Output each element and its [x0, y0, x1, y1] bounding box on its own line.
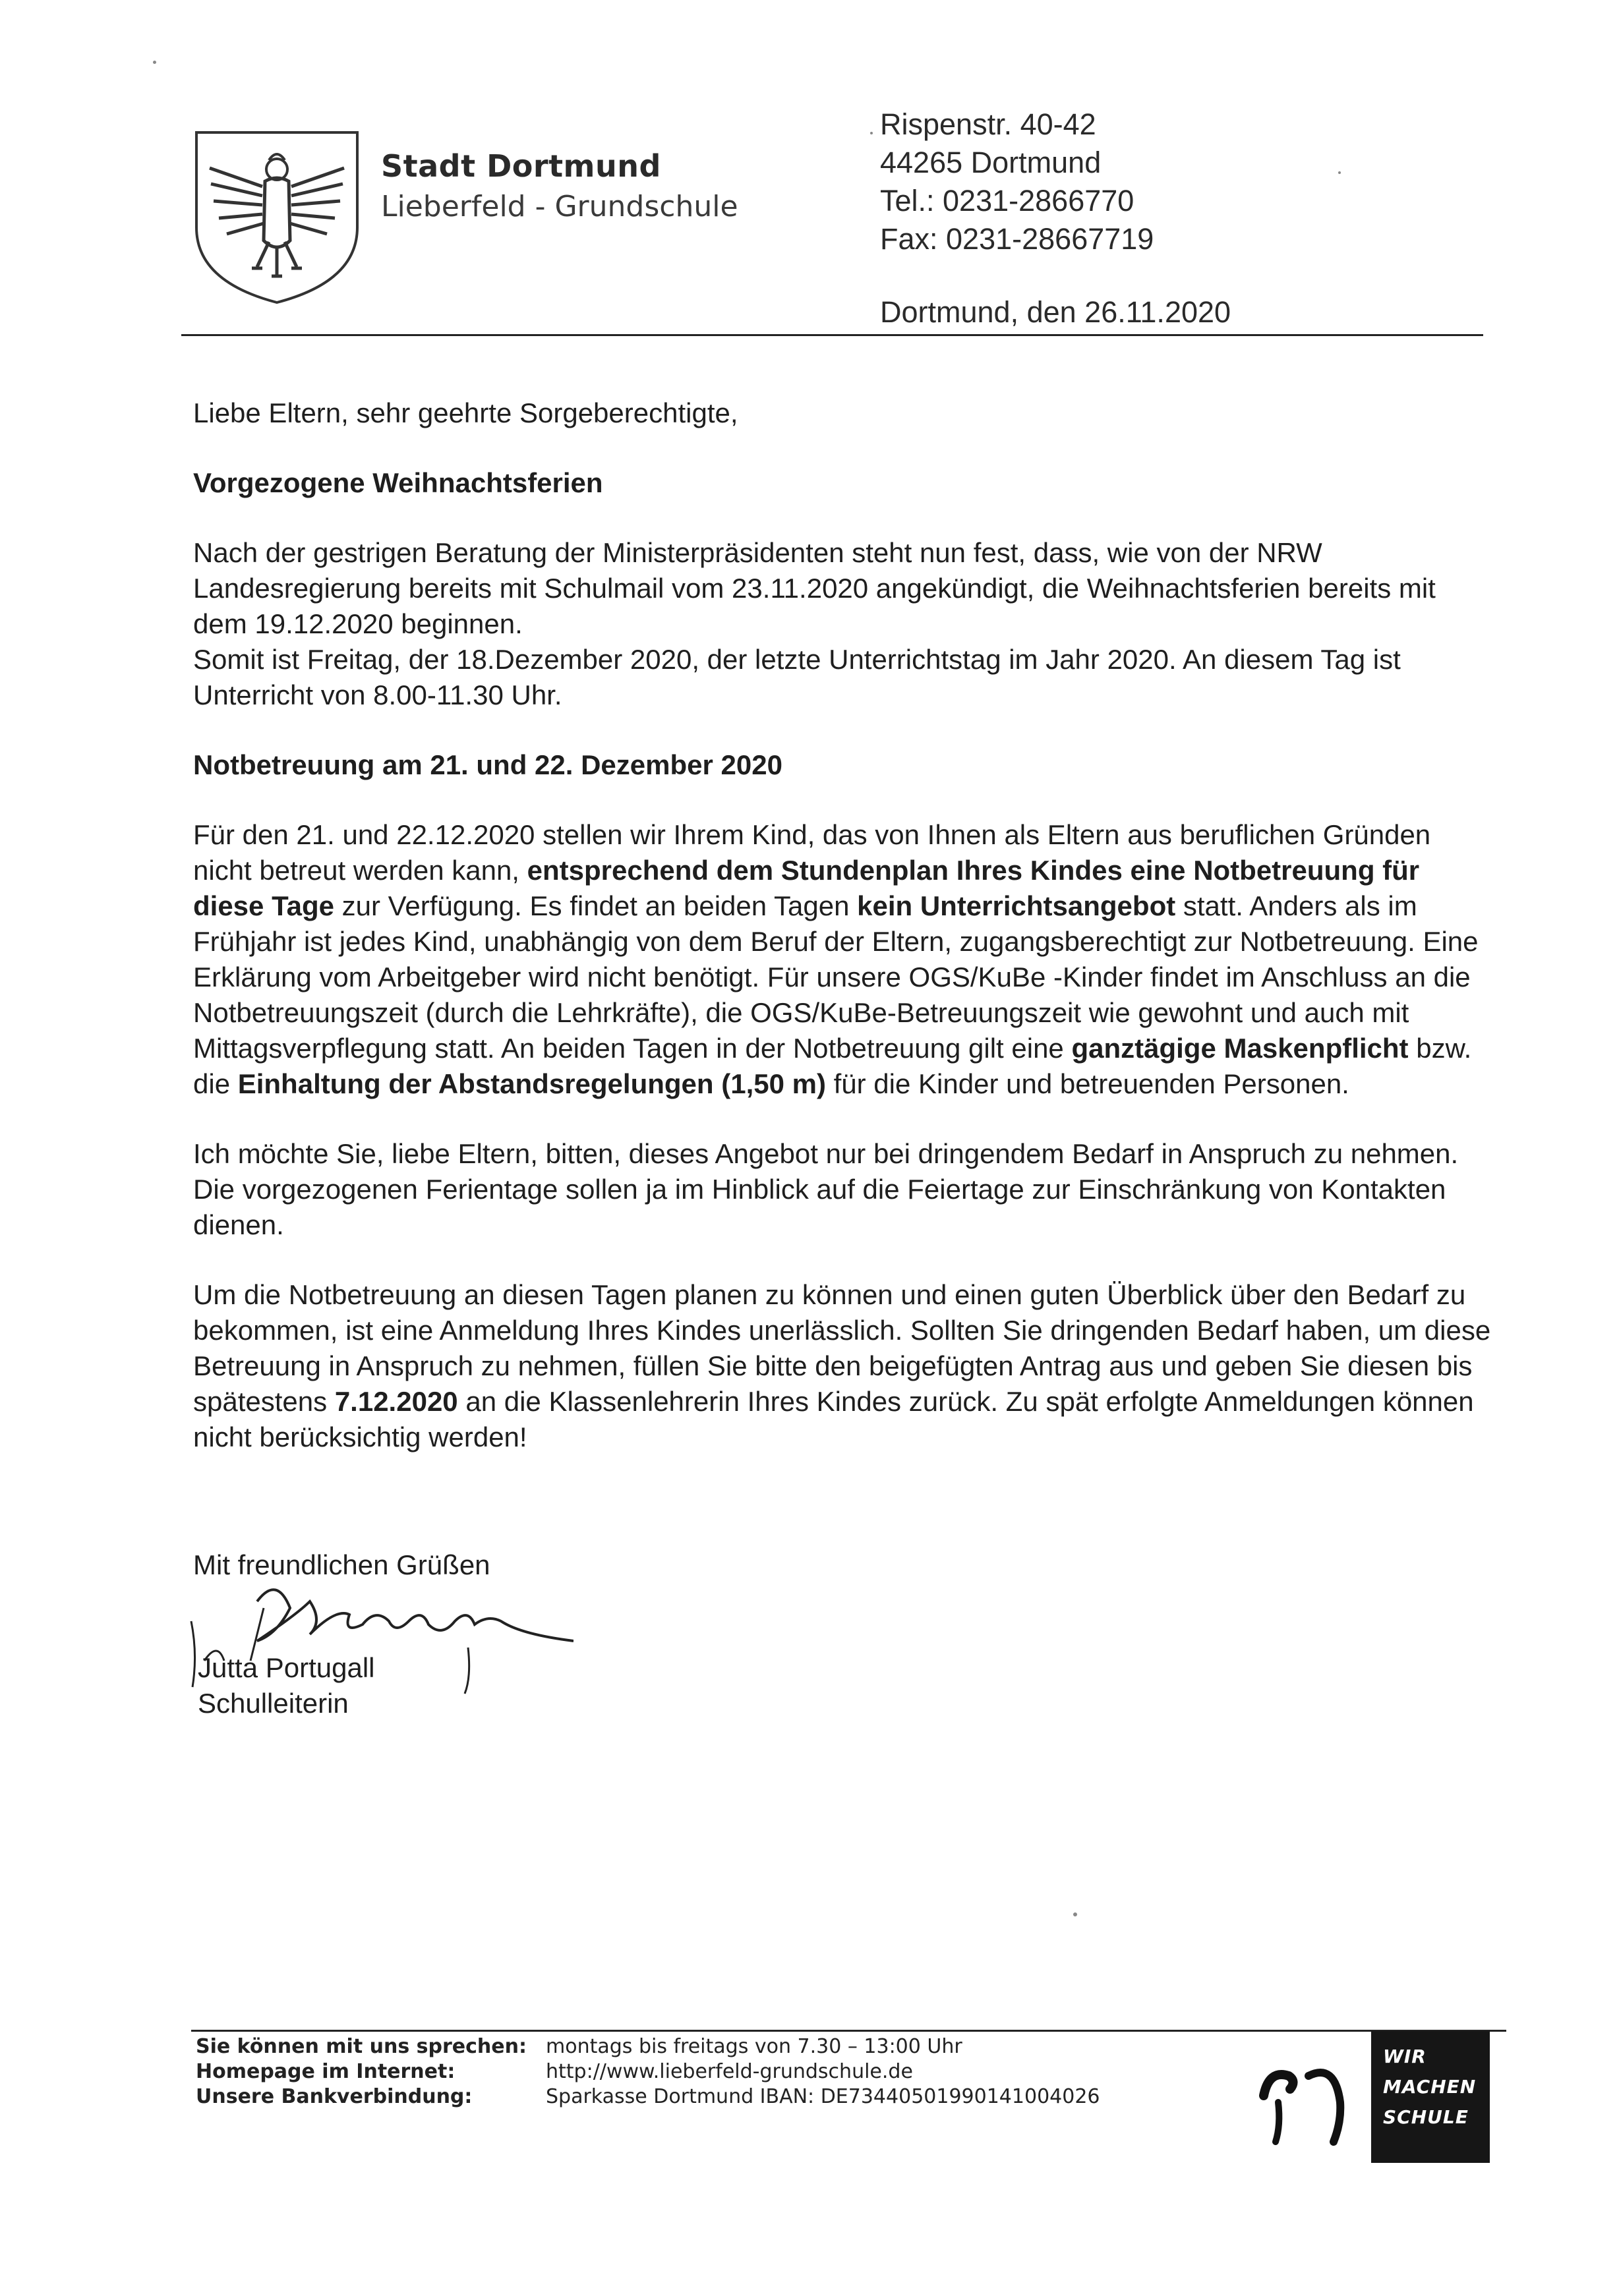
- paragraph-registration: Um die Notbetreuung an diesen Tagen planen zu können und einen guten Überblick über den Bedarf zu bekommen, ist eine Anmeldung Ihres Kindes unerlässlich. Sollten Sie dringenden Bedarf haben, um diese Betreuung in Anspruch zu nehmen, füllen Sie bitte den beigefügten Antrag aus und geben Sie diesen bis spätestens 7.12.2020 an die Klassenlehrerin Ihres Kindes zurück. Zu spät erfolgte Anmeldungen können nicht berücksichtig werden!: [193, 1279, 1491, 1452]
- letter-body: [193, 395, 1492, 1489]
- paragraph-holidays: Nach der gestrigen Beratung der Ministerpräsidenten steht nun fest, dass, wie von der NRW Landesregierung bereits mit Schulmail vom 23.11.2020 angekündigt, die Weihnachtsferien bereits mit dem 19.12.2020 beginnen.: [193, 537, 1436, 639]
- address-phone: Tel.: 0231-2866770: [880, 184, 1134, 217]
- scan-speck: [1338, 171, 1341, 174]
- header-divider: [181, 334, 1483, 336]
- heading-christmas-holidays: Vorgezogene Weihnachtsferien: [193, 467, 603, 498]
- address-fax: Fax: 0231-28667719: [880, 222, 1154, 256]
- paragraph-emergency-care: Für den 21. und 22.12.2020 stellen wir Ihrem Kind, das von Ihnen als Eltern aus beruflichen Gründen nicht betreut werden kann, entsprechend dem Stundenplan Ihres Kindes eine Notbetreuung für diese Tage zur Verfügung. Es findet an beiden Tagen kein Unterrichtsangebot statt. Anders als im Frühjahr ist jedes Kind, unabhängig von dem Beruf der Eltern, zugangsberechtigt zur Notbetreuung. Eine Erklärung vom Arbeitgeber wird nicht benötigt. Für unsere OGS/KuBe -Kinder findet im Anschluss an die Notbetreuungszeit (durch die Lehrkräfte), die OGS/KuBe-Betreuungszeit wie gewohnt und auch mit Mittagsverpflegung statt. An beiden Tagen in der Notbetreuung gilt eine ganztägige Maskenpflicht bzw. die Einhaltung der Abstandsregelungen (1,50 m) für die Kinder und betreuenden Personen.: [193, 819, 1479, 1099]
- footer-label-web: Homepage im Internet:: [196, 2060, 456, 2083]
- signer-role: Schulleiterin: [198, 1688, 349, 1719]
- footer-divider: [191, 2030, 1506, 2032]
- city-name: Stadt Dortmund: [381, 148, 661, 184]
- wir-machen-schule-badge: WIR MACHEN SCHULE: [1371, 2031, 1490, 2163]
- signer-name: Jutta Portugall: [198, 1652, 375, 1683]
- wir-machen-schule-mark-icon: [1256, 2050, 1348, 2148]
- scan-speck: [1073, 1912, 1077, 1916]
- footer-value-contact: montags bis freitags von 7.30 – 13:00 Uhr: [546, 2035, 962, 2058]
- footer-label-bank: Unsere Bankverbindung:: [196, 2085, 473, 2108]
- heading-emergency-care: Notbetreuung am 21. und 22. Dezember 2020: [193, 749, 782, 780]
- address-city: 44265 Dortmund: [880, 146, 1102, 179]
- letter-date: Dortmund, den 26.11.2020: [880, 295, 1231, 329]
- footer-value-web[interactable]: http://www.lieberfeld-grundschule.de: [546, 2060, 913, 2083]
- footer-labels: [196, 2034, 527, 2109]
- school-name: Lieberfeld - Grundschule: [381, 190, 738, 223]
- dortmund-eagle-crest-icon: [191, 129, 363, 306]
- paragraph-request: Ich möchte Sie, liebe Eltern, bitten, dieses Angebot nur bei dringendem Bedarf in Anspruch zu nehmen. Die vorgezogenen Ferientage sollen ja im Hinblick auf die Feiertage zur Einschränkung von Kontakten dienen.: [193, 1138, 1459, 1240]
- paragraph-last-schoolday: Somit ist Freitag, der 18.Dezember 2020, der letzte Unterrichtstag im Jahr 2020. An diesem Tag ist Unterricht von 8.00-11.30 Uhr.: [193, 644, 1401, 710]
- footer-value-bank: Sparkasse Dortmund IBAN: DE73440501990141004026: [546, 2085, 1100, 2108]
- footer-values: [546, 2034, 1100, 2109]
- signer-block: [198, 1650, 375, 1721]
- closing-greeting: Mit freundlichen Grüßen: [193, 1549, 490, 1580]
- scan-speck: [153, 61, 156, 64]
- scan-speck: [870, 132, 873, 134]
- school-address-block: [880, 105, 1154, 258]
- address-street: Rispenstr. 40-42: [880, 107, 1096, 141]
- footer-label-contact: Sie können mit uns sprechen:: [196, 2035, 527, 2058]
- salutation: Liebe Eltern, sehr geehrte Sorgeberechtigte,: [193, 397, 738, 428]
